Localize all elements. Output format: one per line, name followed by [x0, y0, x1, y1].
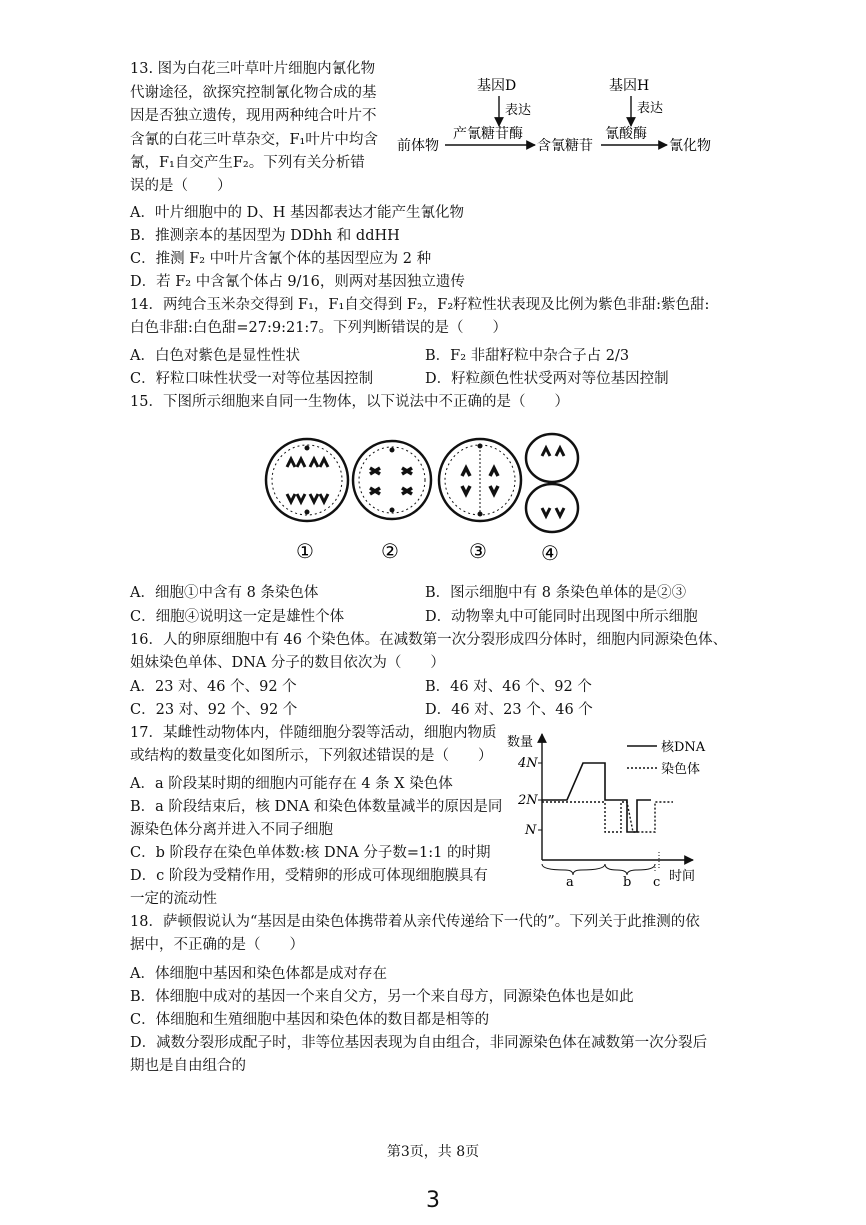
express-label-1: 表达: [505, 103, 532, 118]
q16-option-c: C．23 对、92 个、92 个: [130, 702, 298, 718]
express-label-2: 表达: [637, 101, 664, 116]
stage-a-label: a: [566, 875, 574, 888]
enzyme-2-label: 氰酸酶: [605, 126, 647, 142]
gene-h-label: 基因H: [609, 78, 650, 94]
q14-option-a: A．白色对紫色是显性性状: [130, 348, 300, 364]
q13-option-d: D．若 F₂ 中含氰个体占 9/16，则两对基因独立遗传: [130, 274, 465, 290]
graph-y-2n: 2N: [518, 793, 538, 808]
enzyme-1-label: 产氰糖苷酶: [453, 126, 523, 142]
dna-line: [542, 763, 651, 832]
q18-option-b: B．体细胞中成对的基因一个来自父方，另一个来自母方，同源染色体也是如此: [130, 989, 634, 1005]
cell-1: [266, 439, 348, 521]
cell-label-1: ①: [296, 539, 314, 563]
q16-line-1: 16．人的卵原细胞中有 46 个染色体。在减数第一次分裂形成四分体时，细胞内同源染色体、: [130, 632, 728, 648]
cell-4: [526, 434, 578, 532]
cell-label-3: ③: [469, 539, 487, 563]
precursor-label: 前体物: [397, 138, 439, 154]
q13-option-b: B．推测亲本的基因型为 DDhh 和 ddHH: [130, 228, 400, 244]
q13-option-c: C．推测 F₂ 中叶片含氰个体的基因型应为 2 种: [130, 251, 432, 267]
stage-b-label: b: [623, 875, 632, 888]
graph-y-4n: 4N: [518, 756, 538, 771]
product-label: 氰化物: [669, 138, 711, 154]
page-footer: 第3页，共 8页: [386, 1144, 480, 1160]
q13-stem: 13. 图为白花三叶草叶片细胞内氰化物代谢途径，欲探究控制氰化物合成的基因是否独立遗传，现用两种纯合叶片不含氰的白花三叶草杂交，F₁叶片中均含氰，F₁自交产生F₂。下列有关分析错: [130, 61, 378, 171]
q18-option-d-line-1: D．减数分裂形成配子时，非等位基因表现为自由组合，非同源染色体在减数第一次分裂后: [130, 1035, 708, 1051]
legend-chromosome: 染色体: [661, 762, 701, 777]
q16-line-2: 姐妹染色单体、DNA 分子的数目依次为（ ）: [130, 655, 445, 671]
q17-option-a: A．a 阶段某时期的细胞内可能存在 4 条 X 染色体: [130, 776, 453, 792]
cell-2: [353, 441, 431, 519]
chromosome-line: [542, 802, 673, 832]
q15-option-a: A．细胞①中含有 8 条染色体: [130, 585, 319, 601]
q18-line-2: 据中，不正确的是（ ）: [130, 937, 304, 953]
q18-option-c: C．体细胞和生殖细胞中基因和染色体的数目都是相等的: [130, 1012, 490, 1028]
q15-option-d: D．动物睾丸中可能同时出现图中所示细胞: [425, 609, 698, 625]
legend-dna: 核DNA: [661, 740, 706, 755]
graph-x-label: 时间: [669, 869, 696, 884]
q18-line-1: 18．萨顿假说认为“基因是由染色体携带着从亲代传递给下一代的”。下列关于此推测的依: [130, 914, 700, 930]
middle-label: 含氰糖苷: [537, 138, 593, 154]
cyanide-pathway-diagram: [395, 72, 725, 162]
q16-option-d: D．46 对、23 个、46 个: [425, 702, 593, 718]
q13-option-a: A．叶片细胞中的 D、H 基因都表达才能产生氰化物: [130, 205, 464, 221]
q14-option-d: D．籽粒颜色性状受两对等位基因控制: [425, 371, 669, 387]
cell-label-2: ②: [381, 539, 399, 563]
q17-option-d-line-1: D．c 阶段为受精作用，受精卵的形成可体现细胞膜具有: [130, 868, 488, 884]
q17-option-d-line-2: 一定的流动性: [130, 891, 217, 907]
gene-d-label: 基因D: [477, 78, 517, 94]
stage-c-label: c: [653, 875, 661, 888]
q18-option-d-line-2: 期也是自由组合的: [130, 1058, 246, 1074]
q16-option-b: B．46 对、46 个、92 个: [425, 679, 592, 695]
q13-stem-end: 误的是（ ）: [130, 178, 232, 194]
q14-line-2: 白色非甜:白色甜=27:9:21:7。下列判断错误的是（ ）: [130, 320, 508, 336]
cell-label-4: ④: [541, 541, 559, 565]
graph-y-label: 数量: [507, 735, 534, 750]
q14-line-1: 14．两纯合玉米杂交得到 F₁，F₁自交得到 F₂，F₂籽粒性状表现及比例为紫色非甜:紫色甜:: [130, 297, 710, 313]
q17-line-2: 或结构的数量变化如图所示，下列叙述错误的是（ ）: [130, 748, 493, 764]
page-number: 3: [426, 1188, 440, 1213]
q17-option-c: C．b 阶段存在染色单体数:核 DNA 分子数=1:1 的时期: [130, 845, 491, 861]
q14-option-c: C．籽粒口味性状受一对等位基因控制: [130, 371, 374, 387]
cell-3: [439, 439, 521, 521]
q17-option-b-line-1: B．a 阶段结束后，核 DNA 和染色体数量减半的原因是同: [130, 799, 503, 815]
q18-option-a: A．体细胞中基因和染色体都是成对存在: [130, 966, 387, 982]
dna-chromosome-graph: [505, 728, 715, 888]
q16-option-a: A．23 对、46 个、92 个: [130, 679, 297, 695]
q14-option-b: B．F₂ 非甜籽粒中杂合子占 2/3: [425, 348, 630, 364]
cell-division-figure: [262, 432, 587, 572]
q15-option-c: C．细胞④说明这一定是雄性个体: [130, 609, 345, 625]
q17-line-1: 17．某雌性动物体内，伴随细胞分裂等活动，细胞内物质: [130, 725, 497, 741]
q15-option-b: B．图示细胞中有 8 条染色单体的是②③: [425, 585, 687, 601]
graph-y-n: N: [525, 823, 537, 838]
q15-stem: 15．下图所示细胞来自同一生物体，以下说法中不正确的是（ ）: [130, 394, 569, 410]
q17-option-b-line-2: 源染色体分离并进入不同子细胞: [130, 822, 333, 838]
